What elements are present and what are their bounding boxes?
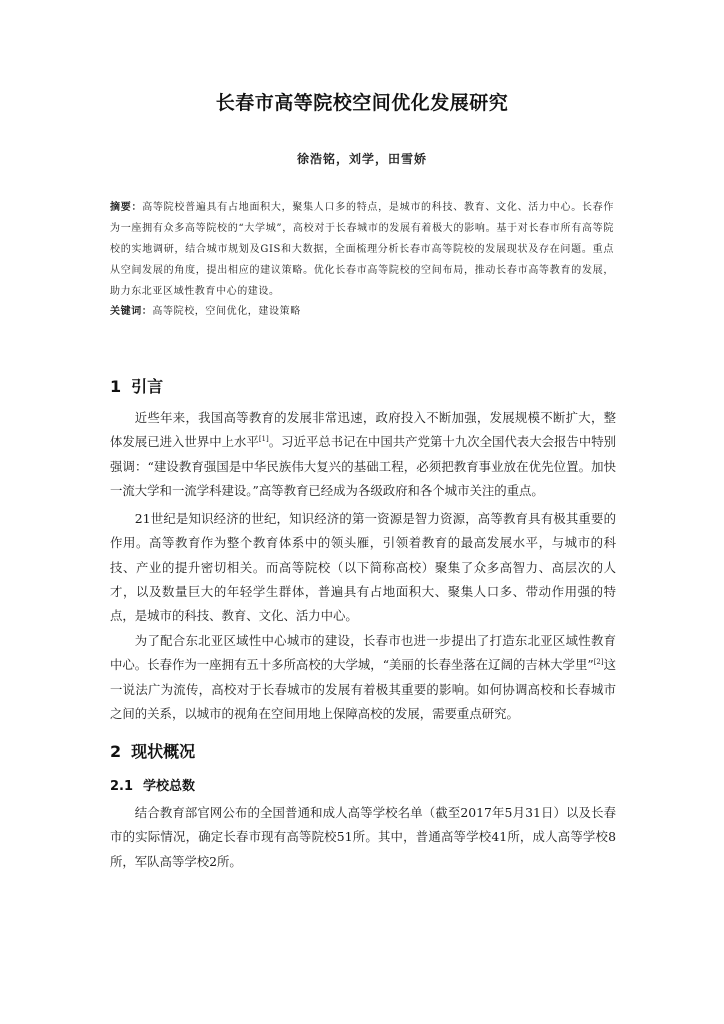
author-list: 徐浩铭，刘学，田雪娇 — [296, 152, 427, 166]
section-number: 2 — [110, 742, 122, 761]
body-paragraph-3 — [110, 629, 616, 726]
abstract-text: 高等院校普遍具有占地面积大，聚集人口多的特点，是城市的科技、教育、文化、活力中心。长春作为一座拥有众多高等院校的“大学城”，高校对于长春城市的发展有着极大的影响。基于对长春市所有高等院校的实地调研，结合城市规划及GIS和大数据，全面梳理分析长春市高等院校的发展现状及存在问题。重点从空间发展的角度，提出相应的建议策略。优化长春市高等院校的空间布局，推动长春市高等教育的发展，助力东北亚区域性教育中心的建设。 — [110, 202, 614, 297]
section-number: 1 — [110, 377, 122, 396]
subsection-title: 学校总数 — [143, 779, 196, 794]
citation-ref-1: [1] — [258, 435, 269, 444]
keywords — [110, 303, 614, 321]
body-paragraph-4: 结合教育部官网公布的全国普通和成人高等学校名单（截至2017年5月31日）以及长春市的实际情况，确定长春市现有高等院校51所。其中，普通高等学校41所，成人高等学校8所，军队高等学校2所。 — [110, 805, 616, 869]
section-title: 引言 — [131, 377, 164, 396]
section-heading-2 — [110, 739, 195, 762]
body-paragraph-1 — [110, 406, 616, 503]
paragraph-text: 近些年来，我国高等教育的发展非常迅速，政府投入不断加强，发展规模不断扩大，整体发展已进入世界中上水平 — [110, 410, 616, 450]
keywords-text: 高等院校，空间优化，建设策略 — [152, 306, 301, 317]
keywords-label: 关键词： — [110, 306, 153, 317]
abstract-label: 摘要： — [110, 202, 143, 213]
abstract — [110, 197, 614, 302]
subsection-heading-2-1 — [110, 775, 195, 794]
paragraph-text: 为了配合东北亚区域性中心城市的建设，长春市也进一步提出了打造东北亚区域性教育中心。长春作为一座拥有五十多所高校的大学城，“美丽的长春坐落在辽阔的吉林大学里” — [110, 633, 616, 673]
body-paragraph-2: 21世纪是知识经济的世纪，知识经济的第一资源是智力资源，高等教育具有极其重要的作用。高等教育作为整个教育体系中的领头雁，引领着教育的最高发展水平，与城市的科技、产业的提升密切相关。而高等院校（以下简称高校）聚集了众多高智力、高层次的人才，以及数量巨大的年轻学生群体，普遍具有占地面积大、聚集人口多、带动作用强的特点，是城市的科技、教育、文化、活力中心。 — [110, 511, 616, 624]
subsection-number: 2.1 — [110, 779, 134, 794]
paper-title: 长春市高等院校空间优化发展研究 — [215, 92, 509, 114]
citation-ref-2: [2] — [593, 658, 604, 667]
section-title: 现状概况 — [131, 742, 196, 761]
paragraph-text: 这一说法广为流传，高校对于长春城市的发展有着极其重要的影响。如何协调高校和长春城市之间的关系，以城市的视角在空间用地上保障高校的发展，需要重点研究。 — [110, 657, 617, 721]
section-heading-1 — [110, 374, 163, 397]
paragraph-text: 。习近平总书记在中国共产党第十九次全国代表大会报告中特别强调：“建设教育强国是中华民族伟大复兴的基础工程，必须把教育事业放在优先位置。加快一流大学和一流学科建设。”高等教育已经成为各级政府和各个城市关注的重点。 — [110, 434, 617, 498]
